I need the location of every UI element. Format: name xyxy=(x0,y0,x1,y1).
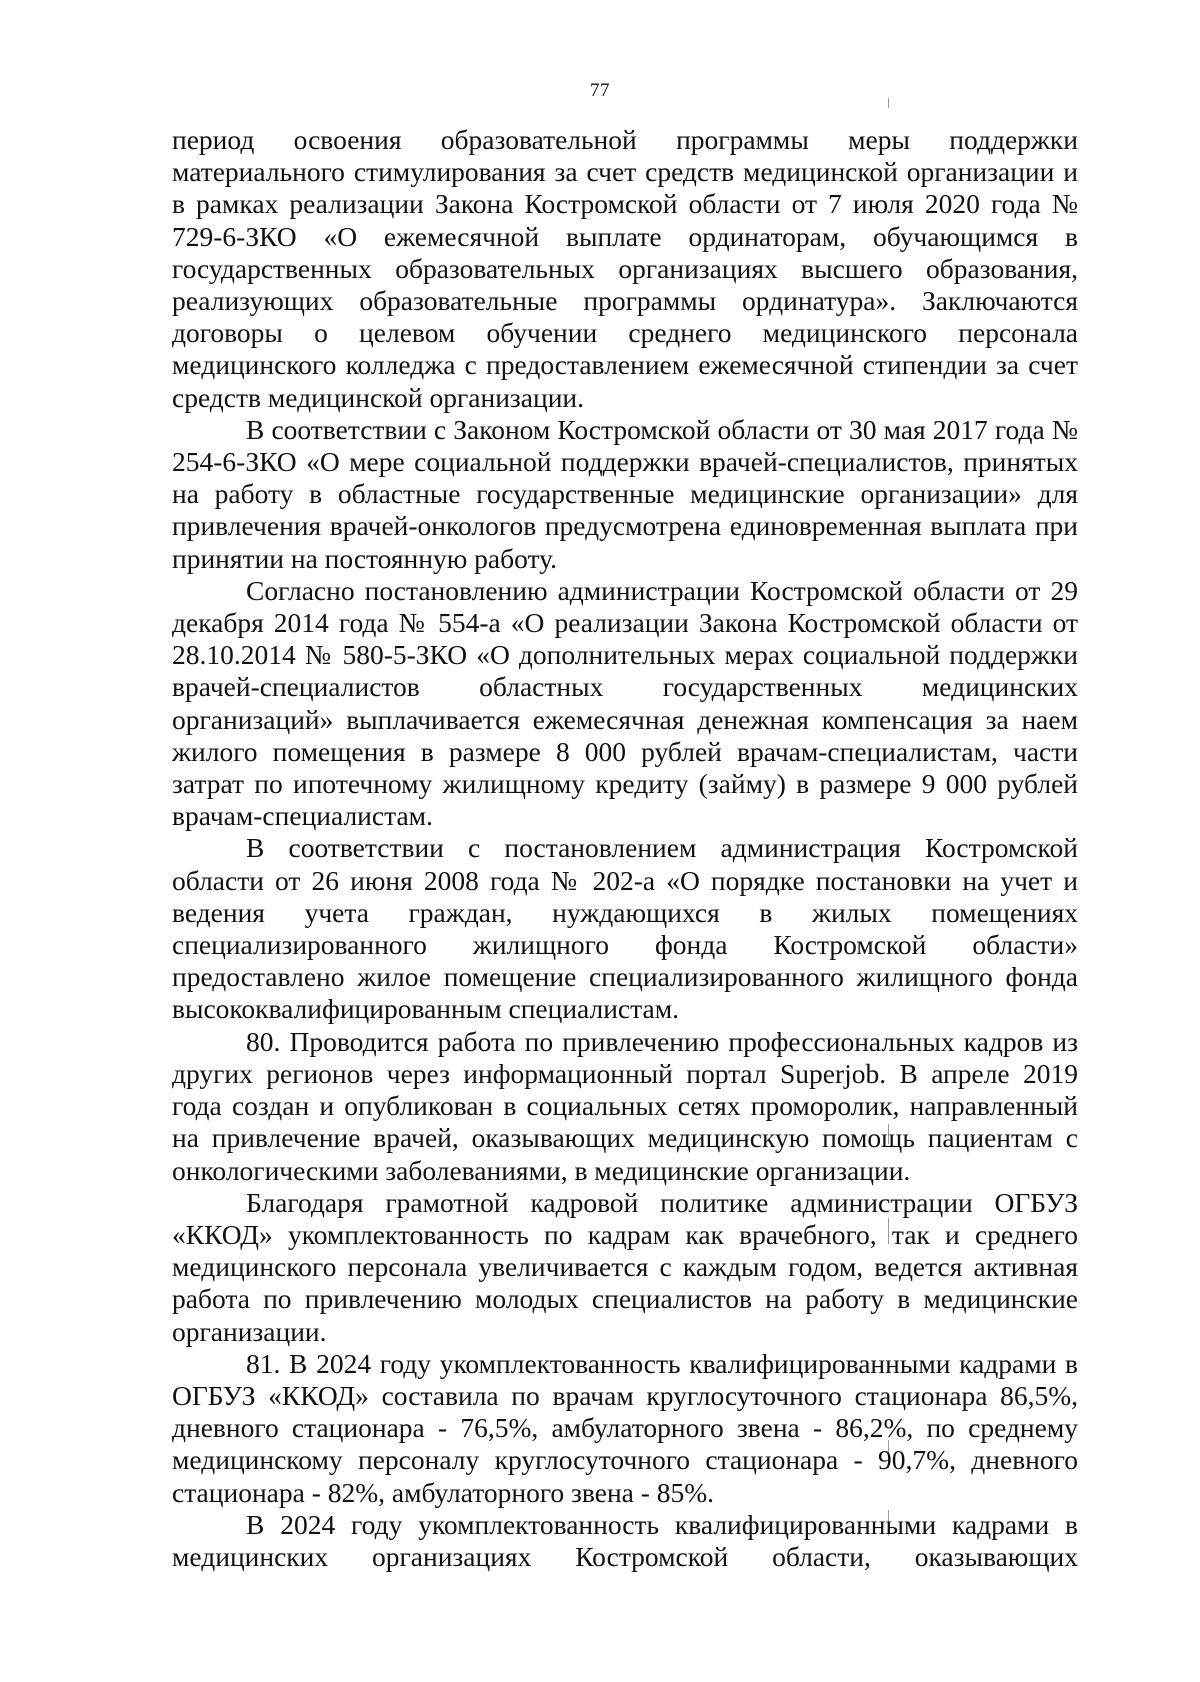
paragraph-continued: период освоения образовательной программы меры поддержки материального стимулирования за счет средств медицинской организации и в рамках реализации Закона Костромской области от 7 июля 2020 года № 729-6-ЗКО «О ежемесячной выплате ординаторам, обучающимся в государственных образовательных организациях высшего образования, реализующих образовательные программы ординатура». Заключаются договоры о целевом обучении среднего медицинского персонала медицинского колледжа с предоставлением ежемесячной стипендии за счет средств медицинской организации. xyxy=(172,124,1078,413)
paragraph-item-81: 81. В 2024 году укомплектованность квалифицированными кадрами в ОГБУЗ «ККОД» составила по врачам круглосуточного стационара 86,5%, дневного стационара - 76,5%, амбулаторного звена - 86,2%, по среднему медицинскому персоналу круглосуточного стационара - 90,7%, дневного стационара - 82%, амбулаторного звена - 85%. xyxy=(172,1347,1078,1508)
scan-artifact-line xyxy=(888,98,889,108)
paragraph-item-80: 80. Проводится работа по привлечению профессиональных кадров из других регионов через информационный портал Superjob. В апреле 2019 года создан и опубликован в социальных сетях проморолик, направленный на привлечение врачей, оказывающих медицинскую помощь пациентам с онкологическими заболеваниями, в медицинские организации. xyxy=(172,1025,1078,1186)
page-number: 77 xyxy=(590,80,610,101)
document-body xyxy=(172,124,1078,1573)
paragraph-resolution-554-a: Согласно постановлению администрации Костромской области от 29 декабря 2014 года № 554-а «О реализации Закона Костромской области от 28.10.2014 № 580-5-ЗКО «О дополнительных мерах социальной поддержки врачей-специалистов областных государственных медицинских организаций» выплачивается ежемесячная денежная компенсация за наем жилого помещения в размере 8 000 рублей врачам-специалистам, части затрат по ипотечному жилищному кредиту (займу) в размере 9 000 рублей врачам-специалистам. xyxy=(172,574,1078,832)
paragraph-hr-policy: Благодаря грамотной кадровой политике администрации ОГБУЗ «ККОД» укомплектованность по кадрам как врачебного, так и среднего медицинского персонала увеличивается с каждым годом, ведется активная работа по привлечению молодых специалистов на работу в медицинские организации. xyxy=(172,1186,1078,1347)
paragraph-law-254-6-zko: В соответствии с Законом Костромской области от 30 мая 2017 года № 254-6-ЗКО «О мере социальной поддержки врачей-специалистов, принятых на работу в областные государственные медицинские организации» для привлечения врачей-онкологов предусмотрена единовременная выплата при принятии на постоянную работу. xyxy=(172,413,1078,574)
paragraph-staffing-2024: В 2024 году укомплектованность квалифицированными кадрами в медицинских организациях Костромской области, оказывающих xyxy=(172,1508,1078,1572)
paragraph-resolution-202-a: В соответствии с постановлением администрация Костромской области от 26 июня 2008 года № 202-а «О порядке постановки на учет и ведения учета граждан, нуждающихся в жилых помещениях специализированного жилищного фонда Костромской области» предоставлено жилое помещение специализированного жилищного фонда высококвалифицированным специалистам. xyxy=(172,832,1078,1025)
